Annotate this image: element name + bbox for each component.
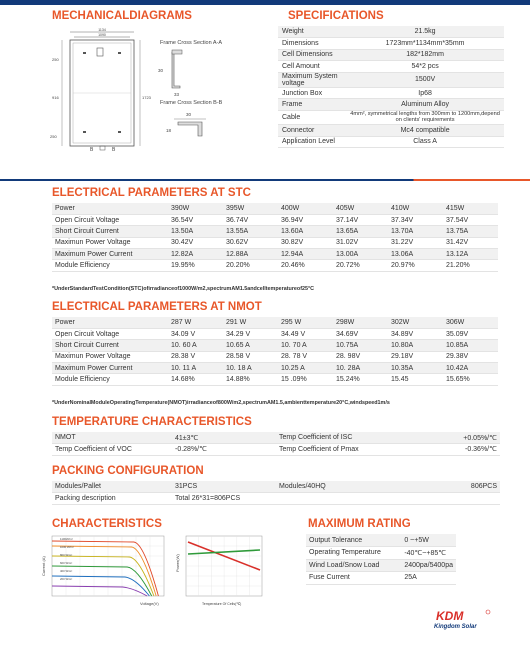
param-label: Short Circuit Current <box>52 340 168 351</box>
kdm-logo <box>432 608 502 630</box>
rating-label: Fuse Current <box>306 572 401 585</box>
param-value: 12.82A <box>168 249 223 260</box>
table-row <box>52 432 500 444</box>
pack-label: Modules/Pallet <box>52 481 172 493</box>
table-row <box>306 559 456 572</box>
param-value: 34.29 V <box>223 328 278 339</box>
mark-b2: B <box>112 147 116 153</box>
section-a-label: Frame Cross Section A-A <box>160 40 223 46</box>
param-label: Module Efficiency <box>52 260 168 271</box>
table-row <box>52 363 498 374</box>
param-value: 10. 70 A <box>278 340 333 351</box>
param-value: 30.42V <box>168 237 223 248</box>
temp-label: NMOT <box>52 432 172 444</box>
param-value: 390W <box>168 203 223 214</box>
table-row <box>306 547 456 560</box>
spec-label: Weight <box>278 26 346 38</box>
spec-value: Class A <box>346 136 504 148</box>
pack-value: 31PCS <box>172 481 276 493</box>
param-value: 13.12A <box>443 249 498 260</box>
param-label: Power <box>52 317 168 328</box>
dim-top-2: 1090 <box>98 33 106 37</box>
section-b-label: Frame Cross Section B-B <box>160 100 223 106</box>
max-rating-heading: MAXIMUM RATING <box>308 518 411 530</box>
param-value: 14.68% <box>168 374 223 385</box>
param-label: Maximum Power Current <box>52 363 168 374</box>
param-value: 20.72% <box>333 260 388 271</box>
table-row <box>52 214 498 225</box>
param-value: 20.20% <box>223 260 278 271</box>
spec-value: 1723mm*1134mm*35mm <box>346 38 504 50</box>
param-value: 35.09V <box>443 328 498 339</box>
tp-xlabel: Temperature Of Cells(℃) <box>202 602 242 606</box>
param-value: 298W <box>333 317 388 328</box>
stc-note: *UnderStandardTestCondition(STC)ofirradianceof1000W/m2,spectrumAM1.5andcelltemperatureof25°C <box>52 286 315 292</box>
param-value: 34.09 V <box>168 328 223 339</box>
param-value: 31.02V <box>333 237 388 248</box>
table-row <box>52 226 498 237</box>
iv-ylabel: Current (A) <box>41 556 46 576</box>
param-value: 410W <box>388 203 443 214</box>
table-row <box>52 340 498 351</box>
param-value: 10.65 A <box>223 340 278 351</box>
pack-label <box>276 493 426 505</box>
table-row <box>278 136 504 148</box>
param-value: 13.55A <box>223 226 278 237</box>
stc-table <box>52 203 498 272</box>
table-row <box>278 111 504 125</box>
table-row <box>278 125 504 137</box>
mark-b1: B <box>90 147 94 153</box>
spec-label: Cell Dimensions <box>278 49 346 61</box>
spec-value: 54*2 pcs <box>346 61 504 73</box>
dim-30a: 30 <box>158 68 164 73</box>
table-row <box>52 351 498 362</box>
param-value: 29.18V <box>388 351 443 362</box>
param-value: 37.54V <box>443 214 498 225</box>
param-value: 34.49 V <box>278 328 333 339</box>
spec-value: 21.5kg <box>346 26 504 38</box>
spec-label: Maximum System voltage <box>278 72 346 87</box>
param-value: 20.97% <box>388 260 443 271</box>
param-value: 10.42A <box>443 363 498 374</box>
param-value: 287 W <box>168 317 223 328</box>
table-row <box>52 374 498 385</box>
spec-label: Junction Box <box>278 87 346 99</box>
spec-label: Application Level <box>278 136 346 148</box>
param-value: 34.69V <box>333 328 388 339</box>
iv-legend-label: 400 W/m² <box>60 569 73 573</box>
param-value: 13.70A <box>388 226 443 237</box>
spec-label: Cell Amount <box>278 61 346 73</box>
param-value: 30.82V <box>278 237 333 248</box>
param-value: 10. 60 A <box>168 340 223 351</box>
param-value: 10.35A <box>388 363 443 374</box>
table-row <box>278 72 504 87</box>
param-value: 36.94V <box>278 214 333 225</box>
param-value: 291 W <box>223 317 278 328</box>
param-value: 19.95% <box>168 260 223 271</box>
table-row <box>278 99 504 111</box>
table-row <box>52 481 500 493</box>
spec-value: 1500V <box>346 72 504 87</box>
param-value: 10. 18 A <box>223 363 278 374</box>
iv-legend-label: 1100W/m² <box>60 537 73 541</box>
rating-label: Operating Temperature <box>306 547 401 560</box>
rating-value: 0 ~+5W <box>401 534 456 547</box>
mechanical-diagram <box>50 28 278 166</box>
param-value: 12.94A <box>278 249 333 260</box>
pack-value: 806PCS <box>426 481 500 493</box>
table-row <box>306 534 456 547</box>
param-value: 10.25 A <box>278 363 333 374</box>
temp-value: -0.36%/℃ <box>426 444 500 456</box>
dim-250: 250 <box>52 57 59 62</box>
param-value: 13.75A <box>443 226 498 237</box>
mechanical-diagrams-heading: MECHANICALDIAGRAMS <box>52 10 192 22</box>
section-divider <box>0 179 530 181</box>
spec-value: 4mm², symmetrical lengths from 300mm to 1200mm,depend on clients' requirements <box>346 111 504 125</box>
dim-18: 18 <box>166 128 172 133</box>
dim-30b: 30 <box>186 112 192 117</box>
iv-xlabel: Voltage(V) <box>140 601 159 606</box>
temp-value: +0.05%/℃ <box>426 432 500 444</box>
param-value: 10.75A <box>333 340 388 351</box>
stc-heading: ELECTRICAL PARAMETERS AT STC <box>52 187 251 199</box>
dim-33: 33 <box>174 92 180 97</box>
characteristics-heading: CHARACTERISTICS <box>52 518 162 530</box>
pack-value: Total 26*31=806PCS <box>172 493 276 505</box>
table-row <box>52 237 498 248</box>
param-value: 15.24% <box>333 374 388 385</box>
param-value: 28.38 V <box>168 351 223 362</box>
table-row <box>52 493 500 505</box>
iv-legend-label: 800 W/m² <box>60 553 73 557</box>
rating-value: 25A <box>401 572 456 585</box>
table-row <box>52 328 498 339</box>
table-row <box>52 444 500 456</box>
table-row <box>306 572 456 585</box>
rating-value: 2400pa/5400pa <box>401 559 456 572</box>
param-value: 20.46% <box>278 260 333 271</box>
param-value: 395W <box>223 203 278 214</box>
param-value: 37.34V <box>388 214 443 225</box>
temp-value: -0.28%/℃ <box>172 444 276 456</box>
param-value: 13.00A <box>333 249 388 260</box>
table-row <box>278 61 504 73</box>
iv-legend-label: 200 W/m² <box>60 577 73 581</box>
rating-value: -40℃~+85℃ <box>401 547 456 560</box>
dim-1723: 1723 <box>142 95 151 100</box>
dim-916: 916 <box>52 95 59 100</box>
temp-label: Temp Coefficient of VOC <box>52 444 172 456</box>
temp-value: 41±3℃ <box>172 432 276 444</box>
spec-value: Mc4 compatible <box>346 125 504 137</box>
param-value: 31.42V <box>443 237 498 248</box>
top-bar <box>0 0 530 5</box>
max-rating-table <box>306 534 456 585</box>
param-label: Power <box>52 203 168 214</box>
spec-label: Dimensions <box>278 38 346 50</box>
temp-label: Temp Coefficient of ISC <box>276 432 426 444</box>
param-value: 10.80A <box>388 340 443 351</box>
param-value: 415W <box>443 203 498 214</box>
param-value: 31.22V <box>388 237 443 248</box>
nmot-table <box>52 317 498 386</box>
table-row <box>278 26 504 38</box>
param-value: 34.89V <box>388 328 443 339</box>
table-row <box>52 317 498 328</box>
param-value: 36.74V <box>223 214 278 225</box>
table-row <box>278 49 504 61</box>
temperature-heading: TEMPERATURE CHARACTERISTICS <box>52 416 252 428</box>
rating-label: Wind Load/Snow Load <box>306 559 401 572</box>
param-value: 12.88A <box>223 249 278 260</box>
packing-heading: PACKING CONFIGURATION <box>52 465 204 477</box>
temperature-table <box>52 432 500 456</box>
param-label: Short Circuit Current <box>52 226 168 237</box>
param-value: 28.58 V <box>223 351 278 362</box>
pack-label: Packing description <box>52 493 172 505</box>
param-value: 295 W <box>278 317 333 328</box>
param-value: 29.38V <box>443 351 498 362</box>
nmot-note: *UnderNominalModuleOperatingTemperature(NMOT)irradianceof800W/m2,spectrumAM1.5,ambienttemperature20°C,windspeed1m/s <box>52 400 390 406</box>
param-value: 37.14V <box>333 214 388 225</box>
param-value: 405W <box>333 203 388 214</box>
spec-label: Connector <box>278 125 346 137</box>
param-value: 21.20% <box>443 260 498 271</box>
temp-label: Temp Coefficient of Pmax <box>276 444 426 456</box>
param-value: 10. 28A <box>333 363 388 374</box>
param-value: 13.60A <box>278 226 333 237</box>
spec-label: Frame <box>278 99 346 111</box>
packing-table <box>52 481 500 505</box>
iv-curve-chart <box>36 532 170 608</box>
specifications-table <box>278 26 504 148</box>
temperature-power-chart <box>170 532 270 608</box>
param-value: 28. 98V <box>333 351 388 362</box>
logo-text: KDM <box>436 609 464 623</box>
param-value: 28. 78 V <box>278 351 333 362</box>
param-value: 15.65% <box>443 374 498 385</box>
param-label: Open Circuit Voltage <box>52 214 168 225</box>
iv-legend-label: 1000 W/m² <box>60 545 74 549</box>
table-row <box>52 203 498 214</box>
table-row <box>52 249 498 260</box>
spec-value: Aluminum Alloy <box>346 99 504 111</box>
table-row <box>52 260 498 271</box>
param-value: 10.85A <box>443 340 498 351</box>
pack-value <box>426 493 500 505</box>
param-value: 13.06A <box>388 249 443 260</box>
param-value: 36.54V <box>168 214 223 225</box>
table-row <box>278 38 504 50</box>
iv-legend-label: 600 W/m² <box>60 561 73 565</box>
param-value: 306W <box>443 317 498 328</box>
param-value: 15 .09% <box>278 374 333 385</box>
param-value: 13.65A <box>333 226 388 237</box>
param-value: 14.88% <box>223 374 278 385</box>
table-row <box>278 87 504 99</box>
param-label: Maximun Power Voltage <box>52 237 168 248</box>
spec-label: Cable <box>278 111 346 125</box>
logo-tagline: Kingdom Solar <box>434 624 477 630</box>
tp-ylabel: Power(W) <box>175 554 180 572</box>
param-value: 400W <box>278 203 333 214</box>
spec-value: Ip68 <box>346 87 504 99</box>
dim-top-1: 1134 <box>98 28 106 32</box>
param-label: Maximun Power Voltage <box>52 351 168 362</box>
param-value: 15.45 <box>388 374 443 385</box>
rating-label: Output Tolerance <box>306 534 401 547</box>
param-value: 302W <box>388 317 443 328</box>
param-value: 13.50A <box>168 226 223 237</box>
param-label: Maximum Power Current <box>52 249 168 260</box>
pack-label: Modules/40HQ <box>276 481 426 493</box>
param-label: Module Efficiency <box>52 374 168 385</box>
specifications-heading: SPECIFICATIONS <box>288 10 384 22</box>
nmot-heading: ELECTRICAL PARAMETERS AT NMOT <box>52 301 262 313</box>
spec-value: 182*182mm <box>346 49 504 61</box>
dim-250b: 250 <box>50 134 57 139</box>
param-label: Open Circuit Voltage <box>52 328 168 339</box>
param-value: 10. 11 A <box>168 363 223 374</box>
param-value: 30.62V <box>223 237 278 248</box>
